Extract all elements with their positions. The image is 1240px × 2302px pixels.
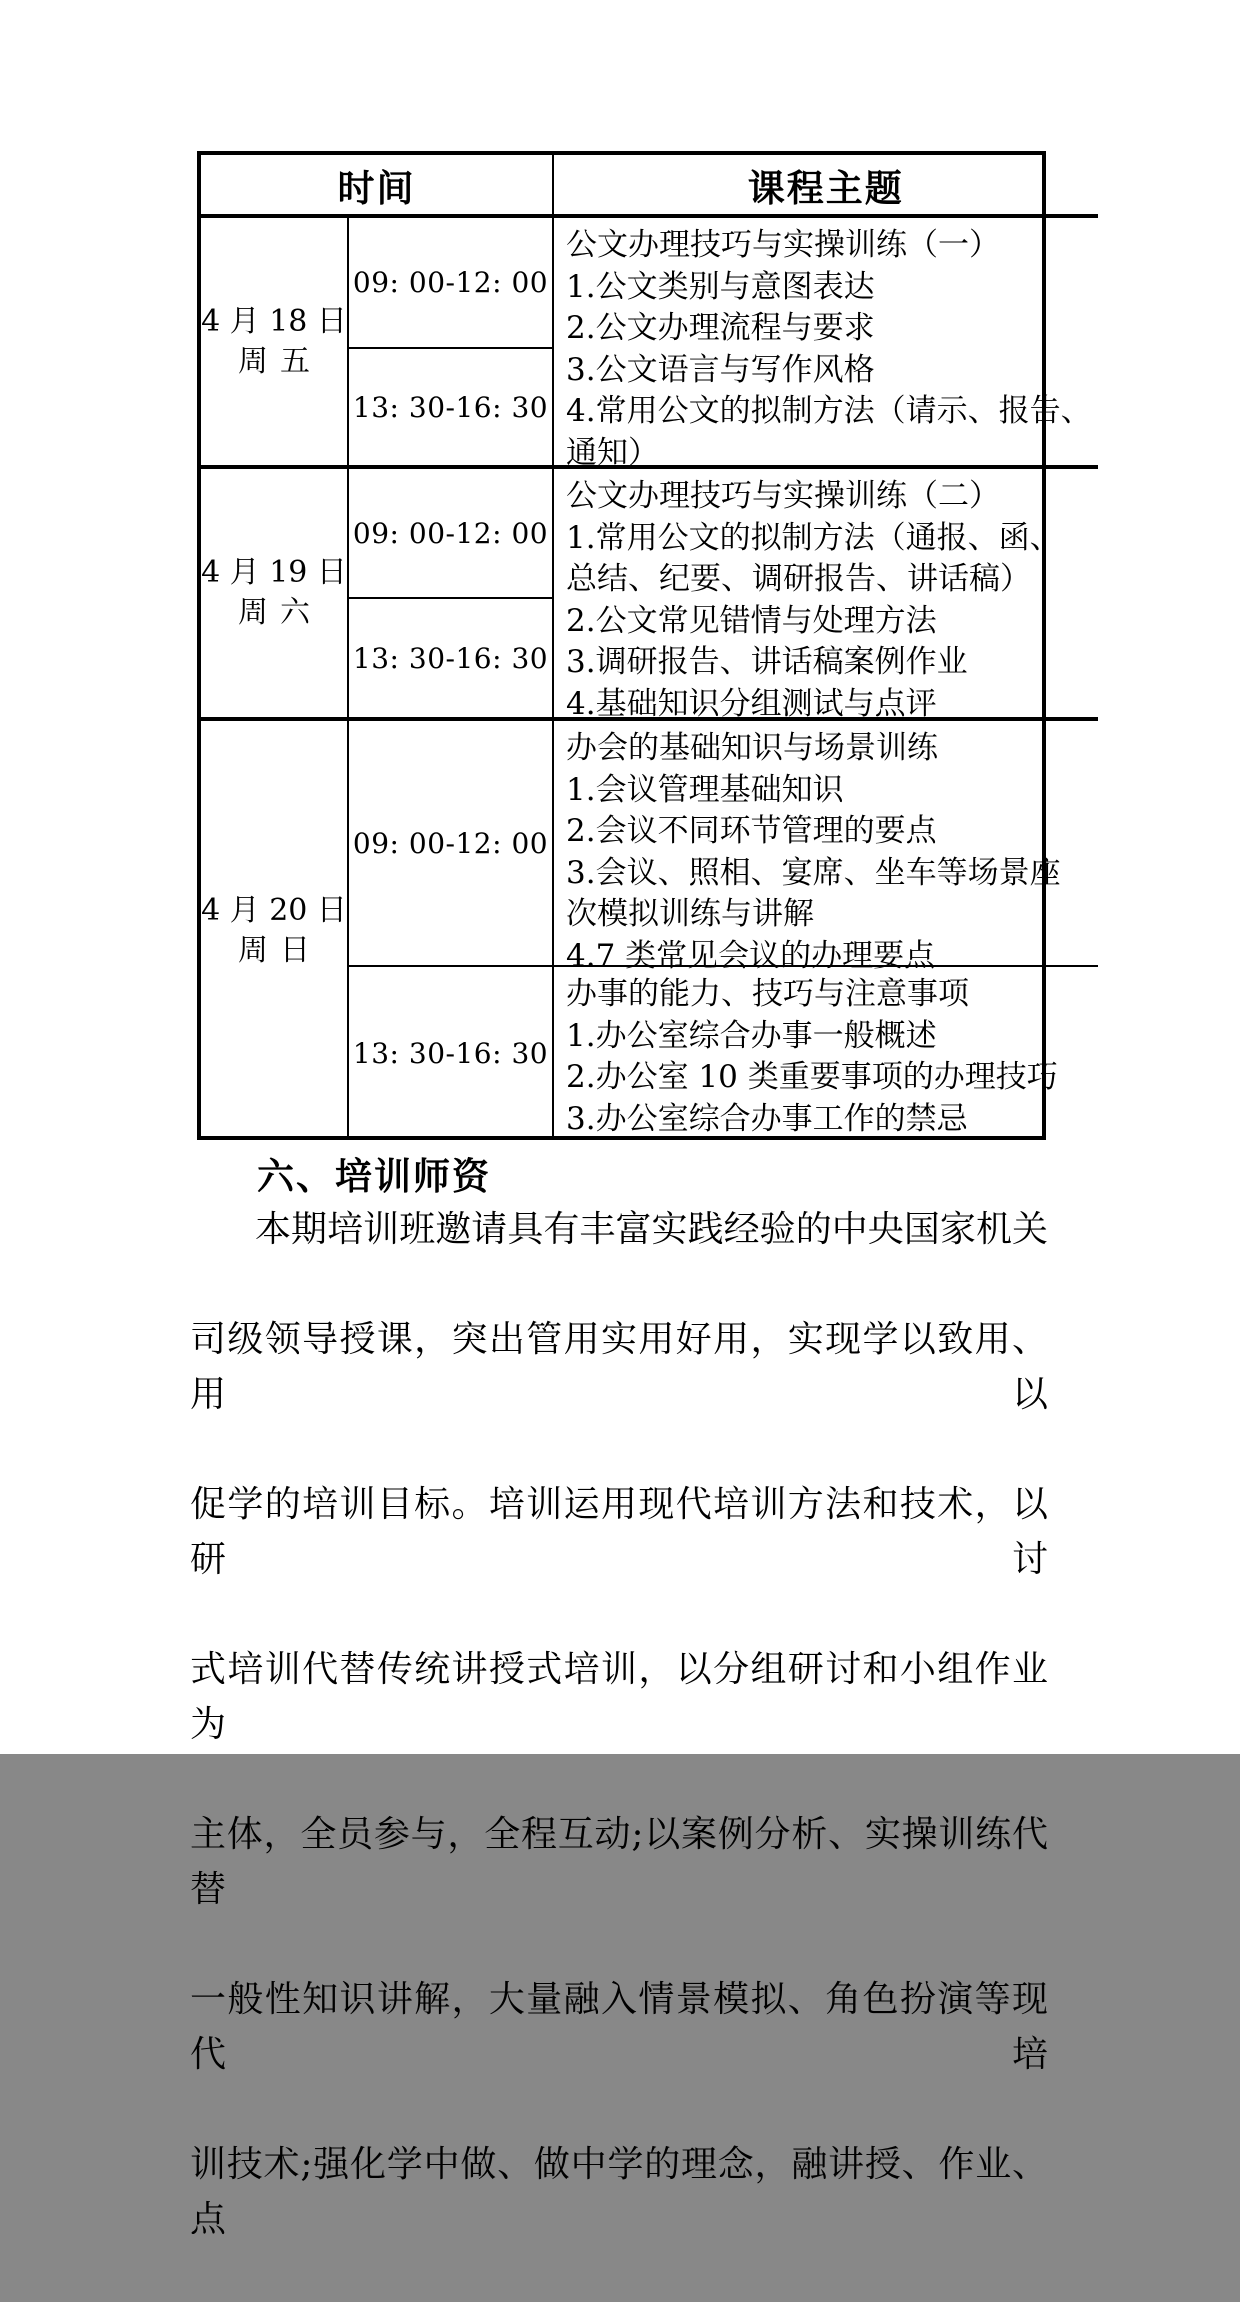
text-line: 式培训代替传统讲授式培训，以分组研讨和小组作业为 [190,1649,1048,1745]
text-line: 训技术;强化学中做、做中学的理念，融讲授、作业、点 [190,2144,1048,2240]
text-line: 2.办公室 10 类重要事项的办理技巧 [566,1059,1058,1096]
text-line: 4.基础知识分组测试与点评 [566,685,937,722]
time-cell-apr18-morning: 09: 00-12: 00 [349,218,554,349]
text-line: 通知） [566,434,659,471]
text-line: 促学的培训目标。培训运用现代培训方法和技术，以研讨 [190,1484,1048,1580]
text-line: 次模拟训练与讲解 [566,896,814,933]
weekday-text: 周五 [238,343,322,379]
date-cell-apr18 [201,218,349,469]
text-line: 1.常用公文的拟制方法（通报、函、 [566,519,1061,556]
text-line: 办会的基础知识与场景训练 [566,730,938,766]
header-time: 时间 [201,155,554,218]
text-line: 4.常用公文的拟制方法（请示、报告、 [566,393,1092,430]
text-line: 公文办理技巧与实操训练（二） [566,478,1000,514]
content-cell-apr20-morning [554,721,1098,974]
text-line: 公文办理技巧与实操训练（一） [566,227,1000,263]
text-line: 主体，全员参与，全程互动;以案例分析、实操训练代替 [190,1814,1048,1910]
date-cell-apr20 [201,721,349,1140]
text-line: 一般性知识讲解，大量融入情景模拟、角色扮演等现代培 [190,1979,1048,2075]
text-line: 2.公文常见错情与处理方法 [566,602,937,639]
time-cell-apr18-afternoon: 13: 30-16: 30 [349,349,554,469]
content-cell-apr19 [554,469,1098,721]
text-line: 3.会议、照相、宴席、坐车等场景座 [566,854,1061,891]
content-cell-apr18 [554,218,1098,469]
section-heading-faculty: 六、培训师资 [257,1155,491,1198]
date-cell-apr19 [201,469,349,721]
text-line: 1.会议管理基础知识 [566,771,844,808]
text-line: 3.公文语言与写作风格 [566,351,875,388]
header-topic: 课程主题 [554,155,1098,218]
content-cell-apr20-afternoon [554,967,1098,1140]
text-line: 1.办公室综合办事一般概述 [566,1017,937,1054]
text-line: 司级领导授课，突出管用实用好用，实现学以致用、用以 [190,1319,1048,1415]
text-line: 3.办公室综合办事工作的禁忌 [566,1100,968,1137]
faculty-paragraph [190,1202,1048,2302]
text-line: 3.调研报告、讲话稿案例作业 [566,644,968,681]
text-line: 总结、纪要、调研报告、讲话稿） [566,561,1031,598]
time-cell-apr20-morning: 09: 00-12: 00 [349,721,554,967]
schedule-table [197,151,1092,1140]
time-cell-apr19-afternoon: 13: 30-16: 30 [349,599,554,721]
text-line: 2.公文办理流程与要求 [566,310,875,347]
time-cell-apr20-afternoon: 13: 30-16: 30 [349,967,554,1140]
text-line: 办事的能力、技巧与注意事项 [566,976,969,1012]
weekday-text: 周六 [238,595,322,630]
weekday-text: 周日 [238,932,322,968]
text-line: 1.公文类别与意图表达 [566,268,875,305]
text-line: 4.7 类常见会议的办理要点 [566,937,936,974]
date-text: 4 月 19 日 [201,555,347,590]
time-cell-apr19-morning: 09: 00-12: 00 [349,469,554,599]
text-line: 2.会议不同环节管理的要点 [566,813,937,850]
date-text: 4 月 20 日 [201,892,347,928]
date-text: 4 月 18 日 [201,303,347,339]
text-line: 本期培训班邀请具有丰富实践经验的中央国家机关 [255,1209,1048,1250]
